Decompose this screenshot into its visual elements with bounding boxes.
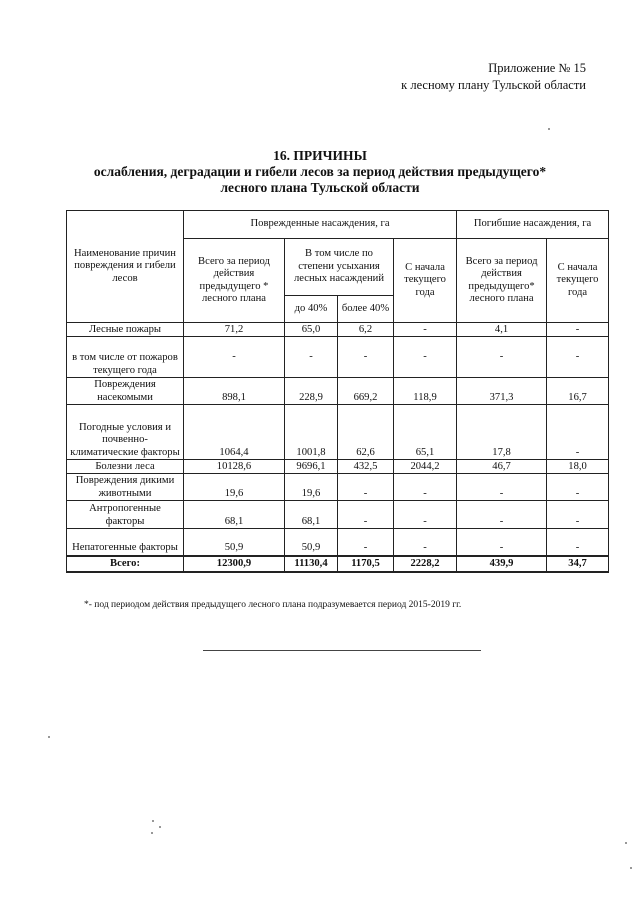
- table-row: [67, 501, 609, 529]
- row-name: Антропогенные факторы: [67, 501, 184, 529]
- header-incl-degree: В том числе по степени усыхания лесных насаждений: [285, 239, 394, 296]
- row-name: Повреждения дикими животными: [67, 474, 184, 501]
- total-cell: 1170,5: [338, 556, 394, 572]
- total-cell: 439,9: [457, 556, 547, 572]
- scan-speck: [48, 736, 50, 738]
- total-cell: 12300,9: [184, 556, 285, 572]
- cell: 19,6: [285, 474, 338, 501]
- cell: 9696,1: [285, 460, 338, 474]
- scan-speck: [630, 867, 632, 869]
- table-row: [67, 337, 609, 378]
- cell: -: [394, 501, 457, 529]
- table-row: [67, 474, 609, 501]
- appendix-number: Приложение № 15: [488, 61, 586, 75]
- row-name: в том числе от пожаров текущего года: [67, 337, 184, 378]
- cell: 65,0: [285, 323, 338, 337]
- scan-speck: [152, 820, 154, 822]
- cell: -: [547, 405, 609, 460]
- cell: 18,0: [547, 460, 609, 474]
- cell: -: [547, 337, 609, 378]
- cell: 228,9: [285, 378, 338, 405]
- appendix-note: [401, 60, 586, 94]
- total-label: Всего:: [67, 556, 184, 572]
- cell: -: [394, 529, 457, 556]
- scan-speck: [625, 842, 627, 844]
- table-row: [67, 460, 609, 474]
- cell: 62,6: [338, 405, 394, 460]
- header-cause-name: Наименование причин повреждения и гибели лесов: [67, 211, 184, 323]
- cell: 68,1: [184, 501, 285, 529]
- cell: 2044,2: [394, 460, 457, 474]
- cell: -: [547, 501, 609, 529]
- cell: -: [547, 529, 609, 556]
- cell: 50,9: [285, 529, 338, 556]
- header-damaged-total-period: Всего за период действия предыдущего * лесного плана: [184, 239, 285, 323]
- footnote: *- под периодом действия предыдущего лесного плана подразумевается период 2015-2019 гг.: [84, 600, 462, 610]
- table-row: [67, 529, 609, 556]
- title-line-2: ослабления, деградации и гибели лесов за период действия предыдущего*: [93, 164, 547, 179]
- cell: 68,1: [285, 501, 338, 529]
- row-name: Непатогенные факторы: [67, 529, 184, 556]
- row-name: Погодные условия и почвенно-климатические факторы: [67, 405, 184, 460]
- cell: -: [338, 337, 394, 378]
- divider-line: [203, 650, 481, 651]
- header-up-to-40: до 40%: [285, 296, 338, 323]
- cell: -: [285, 337, 338, 378]
- total-cell: 34,7: [547, 556, 609, 572]
- cell: -: [547, 323, 609, 337]
- row-name: Болезни леса: [67, 460, 184, 474]
- header-damaged: Поврежденные насаждения, га: [184, 211, 457, 239]
- row-name: Лесные пожары: [67, 323, 184, 337]
- cell: -: [457, 529, 547, 556]
- appendix-subtitle: к лесному плану Тульской области: [401, 78, 586, 92]
- cell: 50,9: [184, 529, 285, 556]
- cell: 46,7: [457, 460, 547, 474]
- cell: -: [394, 474, 457, 501]
- cell: 17,8: [457, 405, 547, 460]
- cell: 10128,6: [184, 460, 285, 474]
- cell: 432,5: [338, 460, 394, 474]
- section-title: [40, 148, 600, 196]
- header-dead-total-period: Всего за период действия предыдущего* лесного плана: [457, 239, 547, 323]
- table-row: [67, 323, 609, 337]
- cell: -: [338, 529, 394, 556]
- cell: -: [394, 337, 457, 378]
- cell: 65,1: [394, 405, 457, 460]
- table-row: [67, 405, 609, 460]
- scan-speck: [159, 826, 161, 828]
- cell: 669,2: [338, 378, 394, 405]
- title-line-1: 16. ПРИЧИНЫ: [273, 148, 367, 163]
- cell: -: [457, 474, 547, 501]
- cell: 1001,8: [285, 405, 338, 460]
- cell: 898,1: [184, 378, 285, 405]
- row-name: Повреждения насекомыми: [67, 378, 184, 405]
- table-row: [67, 378, 609, 405]
- total-cell: 2228,2: [394, 556, 457, 572]
- cell: 118,9: [394, 378, 457, 405]
- cell: -: [338, 501, 394, 529]
- cell: 1064,4: [184, 405, 285, 460]
- forest-damage-table: [66, 210, 609, 573]
- title-line-3: лесного плана Тульской области: [220, 180, 420, 195]
- scan-speck: [548, 128, 550, 130]
- cell: 6,2: [338, 323, 394, 337]
- header-over-40: более 40%: [338, 296, 394, 323]
- cell: -: [457, 337, 547, 378]
- scan-speck: [151, 832, 153, 834]
- header-dead: Погибшие насаждения, га: [457, 211, 609, 239]
- total-row: [67, 556, 609, 572]
- cell: 371,3: [457, 378, 547, 405]
- cell: -: [338, 474, 394, 501]
- cell: -: [457, 501, 547, 529]
- cell: -: [184, 337, 285, 378]
- cell: 16,7: [547, 378, 609, 405]
- header-dead-since-year: С начала текущего года: [547, 239, 609, 323]
- header-damaged-since-year: С начала текущего года: [394, 239, 457, 323]
- cell: 4,1: [457, 323, 547, 337]
- cell: -: [394, 323, 457, 337]
- cell: -: [547, 474, 609, 501]
- cell: 19,6: [184, 474, 285, 501]
- cell: 71,2: [184, 323, 285, 337]
- total-cell: 11130,4: [285, 556, 338, 572]
